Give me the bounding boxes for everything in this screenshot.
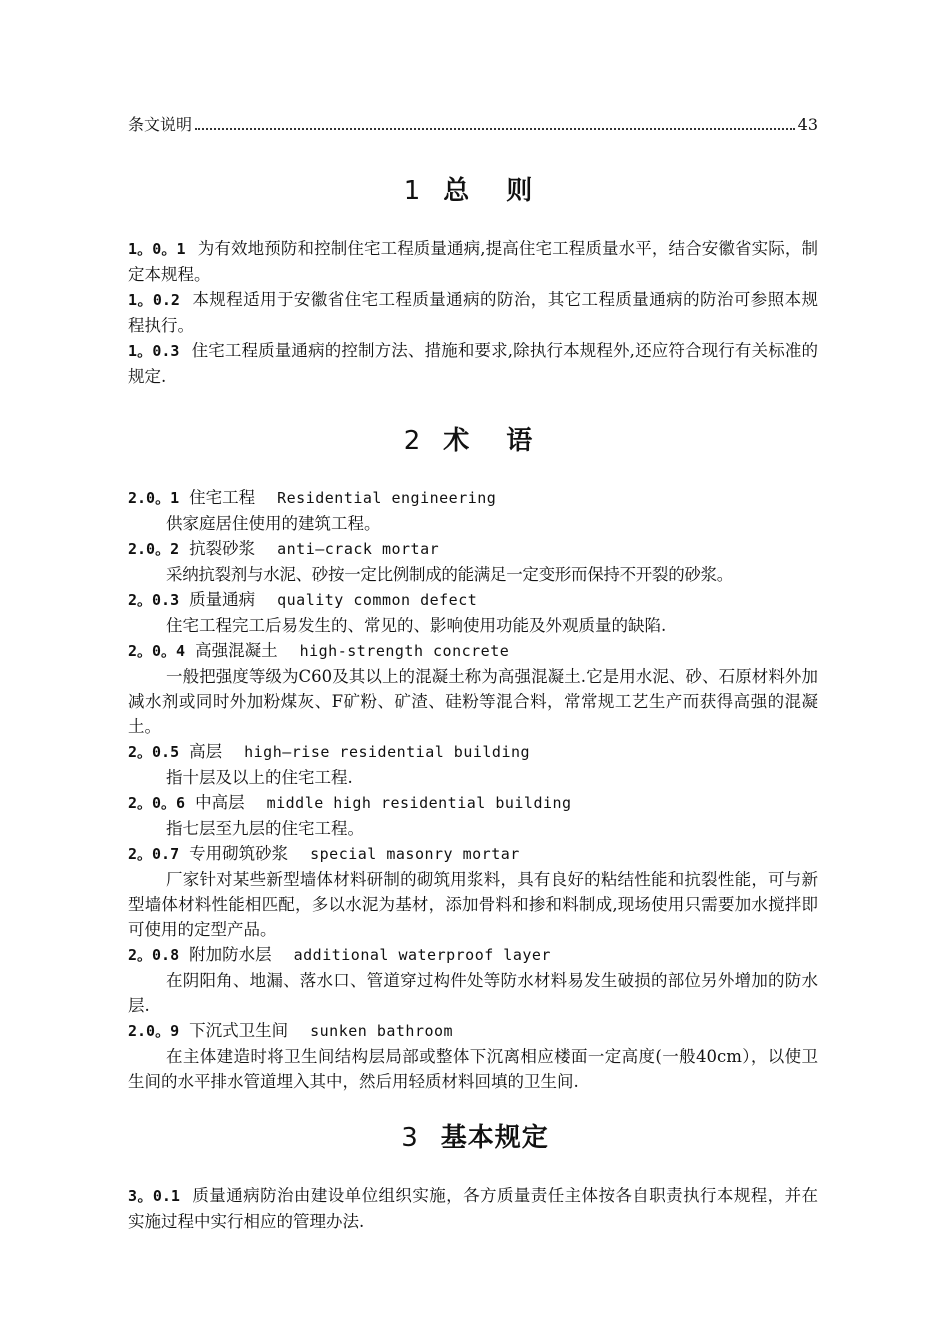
term-chinese: 中高层 — [195, 793, 245, 812]
term-number: 2.0。2 — [128, 540, 180, 558]
section-1-heading — [0, 170, 950, 207]
term-entry — [128, 536, 818, 562]
section-title: 总 则 — [443, 176, 547, 206]
term-number: 2.0。9 — [128, 1022, 180, 1040]
clause-number: 1。0.2 — [128, 291, 180, 309]
term-number: 2。0。4 — [128, 642, 186, 660]
term-definition: 在阴阳角、地漏、落水口、管道穿过构件处等防水材料易发生破损的部位另外增加的防水层. — [128, 971, 818, 1015]
clause-number: 3。0.1 — [128, 1187, 180, 1205]
term-english: sunken bathroom — [310, 1022, 454, 1040]
term-number: 2。0.5 — [128, 743, 180, 761]
term-definition: 住宅工程完工后易发生的、常见的、影响使用功能及外观质量的缺陷. — [166, 616, 667, 635]
term-entry — [128, 790, 818, 816]
term-chinese: 专用砌筑砂浆 — [189, 844, 289, 863]
term-chinese: 住宅工程 — [189, 488, 256, 507]
toc-entry[interactable] — [128, 114, 818, 136]
term-chinese: 附加防水层 — [189, 945, 272, 964]
term-definition: 厂家针对某些新型墙体材料研制的砌筑用浆料，具有良好的粘结性能和抗裂性能，可与新型墙体材料性能相匹配，多以水泥为基材，添加骨料和掺和料制成,现场使用只需要加水搅拌即可使用的定型产品。 — [128, 870, 818, 939]
section-number: 1 — [403, 176, 422, 206]
section-1-body — [128, 236, 818, 389]
term-english: special masonry mortar — [310, 845, 520, 863]
term-english: additional waterproof layer — [293, 946, 551, 964]
term-number: 2.0。1 — [128, 489, 180, 507]
term-definition: 采纳抗裂剂与水泥、砂按一定比例制成的能满足一定变形而保持不开裂的砂浆。 — [166, 565, 734, 584]
clause-text: 住宅工程质量通病的控制方法、措施和要求,除执行本规程外,还应符合现行有关标准的规定. — [128, 341, 819, 386]
term-english: quality common defect — [277, 591, 478, 609]
section-number: 2 — [403, 426, 422, 456]
term-number: 2。0.3 — [128, 591, 180, 609]
clause — [128, 338, 818, 389]
term-definition: 在主体建造时将卫生间结构层局部或整体下沉离相应楼面一定高度(一般40cm），以使卫生间的水平排水管道埋入其中，然后用轻质材料回填的卫生间. — [128, 1047, 818, 1091]
term-entry — [128, 1018, 818, 1044]
toc-leader-dots — [195, 128, 795, 130]
clause-number: 1。0。1 — [128, 240, 186, 258]
clause-number: 1。0.3 — [128, 342, 180, 360]
term-entry — [128, 739, 818, 765]
term-number: 2。0.7 — [128, 845, 180, 863]
term-number: 2。0.8 — [128, 946, 180, 964]
section-number: 3 — [401, 1123, 419, 1153]
term-definition: 指七层至九层的住宅工程。 — [166, 819, 364, 838]
clause-text: 为有效地预防和控制住宅工程质量通病,提高住宅工程质量水平，结合安徽省实际，制定本规程。 — [128, 239, 819, 284]
term-chinese: 高强混凝土 — [195, 641, 278, 660]
term-english: middle high residential building — [266, 794, 572, 812]
section-title: 基本规定 — [440, 1123, 549, 1153]
term-number: 2。0。6 — [128, 794, 186, 812]
term-entry — [128, 587, 818, 613]
term-chinese: 抗裂砂浆 — [189, 539, 256, 558]
section-title: 术 语 — [443, 426, 547, 456]
section-2-body — [128, 485, 818, 1094]
clause-text: 本规程适用于安徽省住宅工程质量通病的防治，其它工程质量通病的防治可参照本规程执行。 — [128, 290, 819, 335]
term-entry — [128, 942, 818, 968]
term-english: anti—crack mortar — [277, 540, 440, 558]
clause — [128, 287, 818, 338]
toc-page-number: 43 — [797, 115, 818, 134]
term-definition: 指十层及以上的住宅工程. — [166, 768, 353, 787]
term-definition: 供家庭居住使用的建筑工程。 — [166, 514, 381, 533]
term-chinese: 下沉式卫生间 — [189, 1021, 289, 1040]
term-chinese: 高层 — [189, 742, 223, 761]
clause-text: 质量通病防治由建设单位组织实施，各方质量责任主体按各自职责执行本规程，并在实施过程中实行相应的管理办法. — [128, 1186, 819, 1231]
toc-label: 条文说明 — [128, 115, 193, 134]
term-english: Residential engineering — [277, 489, 497, 507]
section-3-heading — [0, 1117, 950, 1154]
term-english: high—rise residential building — [244, 743, 531, 761]
section-3-body — [128, 1183, 818, 1234]
term-entry — [128, 638, 818, 664]
clause — [128, 236, 818, 287]
clause — [128, 1183, 818, 1234]
term-definition: 一般把强度等级为C60及其以上的混凝土称为高强混凝土.它是用水泥、砂、石原材料外加减水剂或同时外加粉煤灰、F矿粉、矿渣、硅粉等混合料，常常规工艺生产而获得高强的混凝土。 — [128, 667, 818, 736]
section-2-heading — [0, 420, 950, 457]
term-english: high-strength concrete — [299, 642, 510, 660]
term-chinese: 质量通病 — [189, 590, 256, 609]
term-entry — [128, 485, 818, 511]
term-entry — [128, 841, 818, 867]
